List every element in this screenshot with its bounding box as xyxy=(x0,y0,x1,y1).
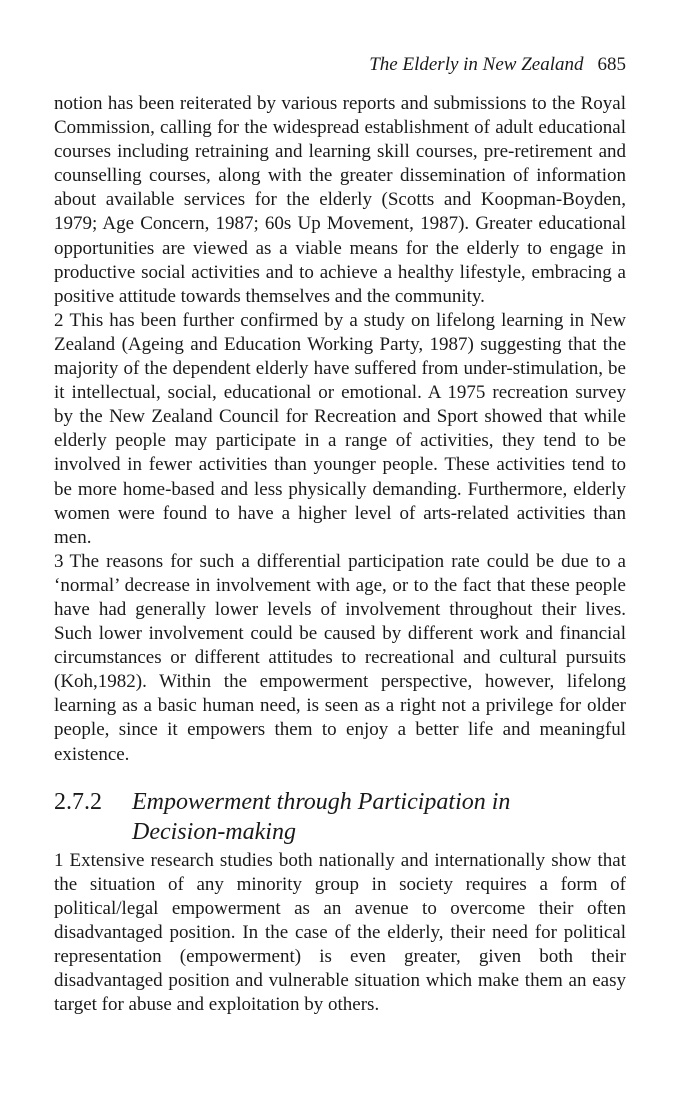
book-page xyxy=(54,52,626,1017)
paragraph-3 xyxy=(54,550,626,767)
page-number: 685 xyxy=(597,54,626,75)
running-head xyxy=(54,52,626,78)
section-heading xyxy=(54,787,626,847)
paragraph-intro: notion has been reiterated by various reports and submissions to the Royal Commission, calling for the widespread establishment of adult educational courses including retraining and learning skill courses, pre-retirement and counselling courses, along with the greater dissemination of information about available services for the elderly (Scotts and Koopman-Boyden, 1979; Age Concern, 1987; 60s Up Movement, 1987). Greater educational opportunities are viewed as a viable means for the elderly to engage in productive social activities and to achieve a healthy lifestyle, embracing a positive attitude towards themselves and the community. xyxy=(54,93,626,307)
section-paragraph-1 xyxy=(54,849,626,1018)
paragraph-number: 3 xyxy=(54,550,64,572)
running-title: The Elderly in New Zealand xyxy=(369,54,584,75)
paragraph-text: The reasons for such a differential participation rate could be due to a ‘normal’ decrease in involvement with age, or to the fact that these people have had generally lower levels of involvement throughout their lives. Such lower involvement could be caused by different work and financial circumstances or different attitudes to recreational and cultural pursuits (Koh,1982). Within the empowerment perspective, however, lifelong learning as a basic human need, is seen as a right not a privilege for older people, since it empowers them to enjoy a better life and meaningful existence. xyxy=(54,550,626,765)
section-number: 2.7.2 xyxy=(54,788,102,815)
paragraph-2 xyxy=(54,309,626,550)
paragraph-number: 2 xyxy=(54,309,64,331)
section-title: Empowerment through Participation in Decision-making xyxy=(132,788,511,845)
paragraph-number: 1 xyxy=(54,849,64,871)
paragraph-text: Extensive research studies both nationally and internationally show that the situation of any minority group in society requires a form of political/legal empowerment as an avenue to overcome their often disadvantaged position. In the case of the elderly, their need for political representation (empowerment) is even greater, given both their disadvantaged position and vulnerable situation which make them an easy target for abuse and exploitation by others. xyxy=(54,849,626,1016)
paragraph-text: This has been further confirmed by a study on lifelong learning in New Zealand (Ageing and Education Working Party, 1987) suggesting that the majority of the dependent elderly have suffered from under-stimulation, be it intellectual, social, educational or emotional. A 1975 recreation survey by the New Zealand Council for Recreation and Sport showed that while elderly people may participate in a range of activities, they tend to be involved in fewer activities than younger people. These activities tend to be more home-based and less physically demanding. Furthermore, elderly women were found to have a higher level of arts-related activities than men. xyxy=(54,309,626,548)
